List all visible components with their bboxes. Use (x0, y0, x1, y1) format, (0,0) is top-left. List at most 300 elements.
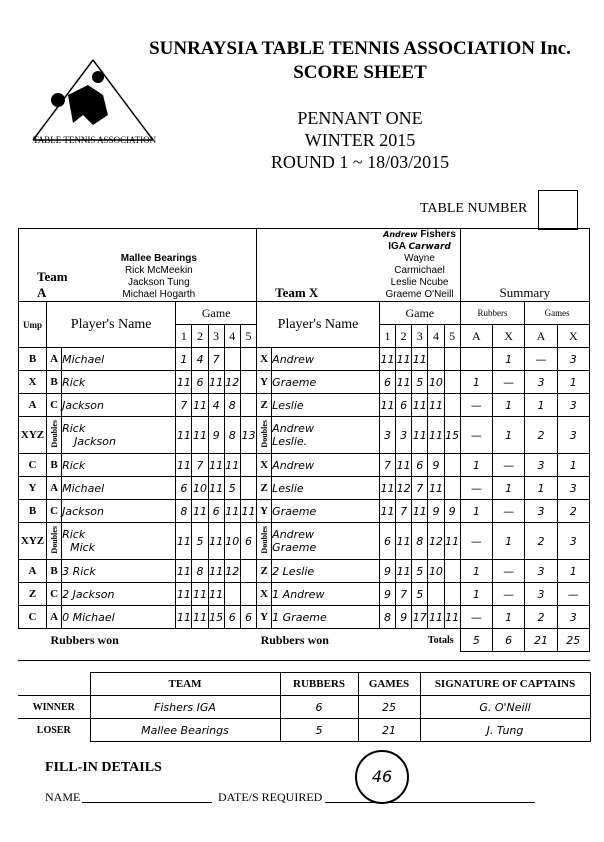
x-game-col-4: 4 (428, 325, 444, 348)
row-ump: X (19, 371, 47, 394)
x-game-3[interactable]: 11 (412, 348, 428, 371)
sum-rubbers-a[interactable]: 1 (460, 371, 492, 394)
a-game-3[interactable]: 11 (208, 454, 224, 477)
x-game-2[interactable]: 3 (396, 417, 412, 454)
a-game-1[interactable]: 1 (176, 348, 192, 371)
x-game-3[interactable]: 5 (412, 371, 428, 394)
a-game-1[interactable]: 11 (176, 417, 192, 454)
x-game-1[interactable]: 7 (379, 454, 395, 477)
x-game-5[interactable] (444, 477, 460, 500)
row-x-pair[interactable] (272, 417, 380, 454)
x-game-1[interactable]: 11 (379, 500, 395, 523)
row-x-player[interactable]: Leslie (272, 394, 380, 417)
x-game-1[interactable]: 9 (379, 583, 395, 606)
sum-games-a[interactable]: — (525, 348, 557, 371)
a-game-4[interactable] (224, 348, 240, 371)
sum-rubbers-x[interactable]: 1 (492, 606, 524, 629)
a-game-5[interactable] (240, 560, 256, 583)
a-game-col-3: 3 (208, 325, 224, 348)
row-a-letter: C (47, 394, 62, 417)
team-a-player-2: Jackson Tung (127, 277, 190, 288)
sum-rubbers-a[interactable]: — (460, 477, 492, 500)
row-a-player[interactable]: Rick (62, 454, 176, 477)
row-x-player-2[interactable]: Graeme (272, 541, 317, 554)
x-game-2[interactable]: 12 (396, 477, 412, 500)
a-game-4[interactable] (224, 583, 240, 606)
row-x-player[interactable]: Andrew (272, 422, 314, 435)
sum-games-a[interactable]: 2 (525, 417, 557, 454)
x-game-5[interactable]: 11 (444, 606, 460, 629)
team-a-player-3: Michael Hogarth (122, 289, 196, 300)
row-x-letter: X (257, 454, 272, 477)
team-x-player-1: Wayne Carmichael (394, 253, 445, 276)
competition: PENNANT ONE (297, 108, 423, 128)
sum-games-a[interactable]: 1 (525, 394, 557, 417)
row-x-player-name: Andrew (282, 587, 325, 601)
x-game-5[interactable] (444, 454, 460, 477)
doubles-label: Doubles (259, 419, 269, 448)
row-ump: B (19, 348, 47, 371)
a-game-5[interactable] (240, 394, 256, 417)
x-game-2[interactable]: 9 (396, 606, 412, 629)
total-rubbers-x[interactable]: 6 (492, 629, 524, 652)
a-game-1[interactable]: 11 (176, 371, 192, 394)
x-game-4[interactable]: 9 (428, 454, 444, 477)
x-game-4[interactable] (428, 348, 444, 371)
a-game-col-1: 1 (176, 325, 192, 348)
a-players-header: Player's Name (47, 302, 176, 348)
a-game-2[interactable]: 7 (192, 454, 208, 477)
sum-col-rubbers-x: X (492, 325, 524, 348)
a-game-3[interactable]: 9 (208, 417, 224, 454)
x-game-4[interactable]: 11 (428, 477, 444, 500)
x-game-2[interactable]: 7 (396, 500, 412, 523)
row-x-letter: Z (257, 477, 272, 500)
sum-games-a[interactable]: 2 (525, 523, 557, 560)
rubbers-won-a-label: Rubbers won (50, 632, 119, 647)
team-x-name: Fishers IGA (388, 229, 456, 252)
a-game-2[interactable]: 6 (192, 371, 208, 394)
row-x-player[interactable]: Andrew (272, 528, 314, 541)
summary-label: Summary (460, 229, 589, 302)
row-a-player-2[interactable]: Jackson (74, 435, 116, 448)
row-a-player[interactable]: Rick (62, 422, 86, 435)
team-x-note-2: Carward (408, 242, 451, 252)
x-game-3[interactable]: 5 (412, 583, 428, 606)
a-game-4[interactable]: 12 (224, 560, 240, 583)
a-game-3[interactable]: 11 (208, 523, 224, 560)
team-a-block (62, 229, 257, 302)
sum-games-x[interactable]: 3 (557, 348, 589, 371)
a-game-5[interactable] (240, 583, 256, 606)
x-game-3[interactable]: 17 (412, 606, 428, 629)
team-x-player-3: Graeme O'Neill (385, 289, 454, 300)
sum-rubbers-x[interactable]: 1 (492, 348, 524, 371)
table-number-label: TABLE NUMBER (420, 201, 528, 216)
row-ump: Y (19, 477, 47, 500)
x-game-col-2: 2 (396, 325, 412, 348)
x-game-1[interactable]: 11 (379, 394, 395, 417)
x-game-2[interactable]: 11 (396, 454, 412, 477)
row-a-player[interactable]: Rick (62, 528, 86, 541)
a-game-3[interactable]: 11 (208, 560, 224, 583)
x-game-5[interactable]: 9 (444, 500, 460, 523)
x-game-1[interactable]: 11 (379, 348, 395, 371)
row-ump: C (19, 606, 47, 629)
a-game-2[interactable]: 8 (192, 560, 208, 583)
row-a-letter: B (47, 560, 62, 583)
sum-rubbers-x[interactable]: — (492, 560, 524, 583)
x-game-4[interactable] (428, 583, 444, 606)
sum-rubbers-a[interactable]: 1 (460, 583, 492, 606)
page-stamp: 46 (355, 750, 409, 804)
x-game-col-5: 5 (444, 325, 460, 348)
x-game-5[interactable] (444, 394, 460, 417)
a-game-1[interactable]: 7 (176, 394, 192, 417)
winner-rubbers[interactable]: 6 (280, 696, 358, 719)
row-a-player[interactable]: Jackson (62, 500, 176, 523)
x-game-4[interactable]: 10 (428, 371, 444, 394)
fill-in-title: FILL-IN DETAILS (45, 760, 162, 775)
sum-rubbers-x[interactable]: — (492, 371, 524, 394)
a-game-2[interactable]: 4 (192, 348, 208, 371)
row-a-letter: C (47, 500, 62, 523)
loser-team[interactable]: Mallee Bearings (90, 719, 280, 742)
x-game-2[interactable]: 11 (396, 348, 412, 371)
x-game-2[interactable]: 7 (396, 583, 412, 606)
x-game-1[interactable]: 8 (379, 606, 395, 629)
a-game-1[interactable]: 11 (176, 523, 192, 560)
row-a-letter: A (47, 606, 62, 629)
name-label: NAME (45, 790, 81, 804)
a-game-4[interactable]: 8 (224, 417, 240, 454)
row-x-player[interactable] (272, 560, 380, 583)
sum-rubbers-x[interactable]: 1 (492, 417, 524, 454)
a-game-5[interactable] (240, 371, 256, 394)
sum-games-x[interactable]: 3 (557, 394, 589, 417)
row-a-letter: A (47, 348, 62, 371)
a-game-3[interactable]: 11 (208, 477, 224, 500)
a-game-3[interactable]: 15 (208, 606, 224, 629)
x-game-5[interactable]: 11 (444, 523, 460, 560)
row-a-player-name: Rick (72, 564, 96, 578)
x-game-4[interactable]: 11 (428, 394, 444, 417)
x-game-2[interactable]: 11 (396, 371, 412, 394)
row-a-player-name: Jackson (72, 587, 115, 601)
x-game-3[interactable]: 7 (412, 477, 428, 500)
a-game-3[interactable]: 11 (208, 583, 224, 606)
team-x-block (379, 229, 460, 302)
x-game-4[interactable]: 9 (428, 500, 444, 523)
row-a-letter: C (47, 583, 62, 606)
sum-games-x[interactable]: 3 (557, 417, 589, 454)
row-a-player[interactable]: Michael (62, 477, 176, 500)
sum-rubbers-a[interactable] (460, 348, 492, 371)
row-ump: XYZ (19, 523, 47, 560)
sum-games-x[interactable]: 3 (557, 477, 589, 500)
a-game-2[interactable]: 11 (192, 606, 208, 629)
row-x-player[interactable]: Leslie (272, 477, 380, 500)
a-game-5[interactable]: 6 (240, 523, 256, 560)
sum-rubbers-x[interactable]: — (492, 500, 524, 523)
a-game-2[interactable]: 11 (192, 500, 208, 523)
sum-games-x[interactable]: 1 (557, 371, 589, 394)
x-game-5[interactable] (444, 371, 460, 394)
row-a-player[interactable]: Rick (62, 371, 176, 394)
x-game-4[interactable]: 11 (428, 417, 444, 454)
team-a-label: Team A (19, 229, 62, 302)
row-x-letter: Y (257, 371, 272, 394)
row-a-player[interactable] (62, 583, 176, 606)
row-a-letter: A (47, 477, 62, 500)
sum-rubbers-a[interactable]: 1 (460, 500, 492, 523)
sum-games-a[interactable]: 3 (525, 583, 557, 606)
a-game-3[interactable]: 7 (208, 348, 224, 371)
row-x-player[interactable]: Graeme (272, 371, 380, 394)
row-x-letter: X (257, 348, 272, 371)
row-a-player-name: Michael (72, 610, 115, 624)
row-a-pair[interactable] (62, 523, 176, 560)
date-label: DATE/S REQUIRED (218, 790, 323, 804)
x-game-col-1: 1 (379, 325, 395, 348)
x-game-4[interactable]: 11 (428, 606, 444, 629)
a-game-col-4: 4 (224, 325, 240, 348)
a-game-4[interactable]: 11 (224, 454, 240, 477)
loser-label: LOSER (18, 719, 90, 742)
row-x-player-name: Graeme (282, 610, 327, 624)
rubbers-header: Rubbers (460, 302, 525, 325)
a-game-4[interactable]: 6 (224, 606, 240, 629)
sum-rubbers-x[interactable]: 1 (492, 394, 524, 417)
a-game-2[interactable]: 5 (192, 523, 208, 560)
a-game-4[interactable]: 8 (224, 394, 240, 417)
row-x-order: 1 (272, 587, 280, 601)
sum-games-x[interactable]: — (557, 583, 589, 606)
a-game-3[interactable]: 6 (208, 500, 224, 523)
sum-rubbers-a[interactable]: — (460, 523, 492, 560)
x-game-col-3: 3 (412, 325, 428, 348)
sum-games-x[interactable]: 2 (557, 500, 589, 523)
table-number-box[interactable] (538, 190, 578, 230)
a-game-5[interactable]: 11 (240, 500, 256, 523)
row-x-letter: X (257, 583, 272, 606)
x-game-5[interactable] (444, 348, 460, 371)
totals-label: Totals (427, 634, 454, 646)
winner-team[interactable]: Fishers IGA (90, 696, 280, 719)
row-x-player[interactable] (272, 583, 380, 606)
sum-col-games-x: X (557, 325, 589, 348)
team-a-name: Mallee Bearings (120, 253, 197, 264)
a-game-2[interactable]: 11 (192, 417, 208, 454)
winner-label: WINNER (18, 696, 90, 719)
sum-games-a[interactable]: 3 (525, 500, 557, 523)
x-game-1[interactable]: 11 (379, 477, 395, 500)
row-x-player-2[interactable]: Leslie. (272, 435, 308, 448)
a-game-2[interactable]: 11 (192, 394, 208, 417)
a-game-1[interactable]: 11 (176, 454, 192, 477)
row-x-player[interactable]: Andrew (272, 454, 380, 477)
a-game-1[interactable]: 6 (176, 477, 192, 500)
row-x-letter: Y (257, 500, 272, 523)
row-a-player[interactable] (62, 560, 176, 583)
a-game-2[interactable]: 10 (192, 477, 208, 500)
doubles-cell (47, 417, 62, 454)
row-x-order: 1 (272, 610, 280, 624)
row-a-order: 2 (62, 587, 70, 601)
row-ump: B (19, 500, 47, 523)
sum-col-games-a: A (525, 325, 557, 348)
sum-rubbers-a[interactable]: — (460, 417, 492, 454)
x-game-3[interactable]: 6 (412, 454, 428, 477)
row-x-player[interactable]: Andrew (272, 348, 380, 371)
x-game-3[interactable]: 8 (412, 523, 428, 560)
a-game-1[interactable]: 11 (176, 606, 192, 629)
sum-col-rubbers-a: A (460, 325, 492, 348)
sum-rubbers-x[interactable]: 1 (492, 477, 524, 500)
a-game-4[interactable]: 10 (224, 523, 240, 560)
row-x-order: 2 (272, 564, 280, 578)
x-players-header: Player's Name (257, 302, 380, 348)
sum-games-a[interactable]: 1 (525, 477, 557, 500)
doubles-cell (257, 523, 272, 560)
result-rubbers-header: RUBBERS (280, 673, 358, 696)
x-game-3[interactable]: 5 (412, 560, 428, 583)
a-game-5[interactable]: 6 (240, 606, 256, 629)
loser-signature[interactable]: J. Tung (420, 719, 590, 742)
a-game-1[interactable]: 11 (176, 560, 192, 583)
row-a-player[interactable] (62, 606, 176, 629)
sum-rubbers-x[interactable]: 1 (492, 523, 524, 560)
result-team-header: TEAM (90, 673, 280, 696)
row-ump: Z (19, 583, 47, 606)
row-ump: C (19, 454, 47, 477)
x-game-3[interactable]: 11 (412, 394, 428, 417)
sum-rubbers-x[interactable]: — (492, 583, 524, 606)
a-game-4[interactable]: 12 (224, 371, 240, 394)
date-field[interactable] (325, 802, 535, 803)
winner-games[interactable]: 25 (358, 696, 420, 719)
loser-games[interactable]: 21 (358, 719, 420, 742)
a-game-header: Game (176, 302, 257, 325)
season: WINTER 2015 (304, 130, 416, 150)
sum-games-a[interactable]: 3 (525, 560, 557, 583)
row-a-pair[interactable] (62, 417, 176, 454)
sum-games-x[interactable]: 3 (557, 523, 589, 560)
loser-rubbers[interactable]: 5 (280, 719, 358, 742)
row-x-letter: Z (257, 560, 272, 583)
a-game-5[interactable] (240, 454, 256, 477)
a-game-4[interactable]: 5 (224, 477, 240, 500)
team-x-note: Andrew (383, 230, 418, 239)
row-a-player[interactable]: Michael (62, 348, 176, 371)
x-game-2[interactable]: 11 (396, 523, 412, 560)
row-ump: A (19, 394, 47, 417)
doubles-cell (257, 417, 272, 454)
a-game-1[interactable]: 8 (176, 500, 192, 523)
team-x-player-2: Leslie Ncube (390, 277, 449, 288)
total-games-x[interactable]: 25 (557, 629, 589, 652)
a-game-5[interactable] (240, 477, 256, 500)
x-game-3[interactable]: 11 (412, 500, 428, 523)
x-game-1[interactable]: 6 (379, 371, 395, 394)
x-game-5[interactable]: 15 (444, 417, 460, 454)
row-ump: XYZ (19, 417, 47, 454)
row-x-letter: Z (257, 394, 272, 417)
sum-rubbers-a[interactable]: 1 (460, 454, 492, 477)
result-table (18, 672, 591, 742)
a-game-3[interactable]: 11 (208, 371, 224, 394)
sum-rubbers-a[interactable]: 1 (460, 560, 492, 583)
row-a-player[interactable]: Jackson (62, 394, 176, 417)
sheet-title: SCORE SHEET (293, 62, 427, 83)
row-a-player-2[interactable]: Mick (70, 541, 96, 554)
x-game-3[interactable]: 11 (412, 417, 428, 454)
logo-text: TABLE TENNIS ASSOCIATION (33, 135, 157, 145)
doubles-label: Doubles (259, 525, 269, 554)
team-x-label: Team X (257, 229, 380, 302)
team-a-player-1: Rick McMeekin (124, 265, 193, 276)
sum-games-a[interactable]: 3 (525, 371, 557, 394)
x-game-1[interactable]: 6 (379, 523, 395, 560)
x-game-4[interactable]: 10 (428, 560, 444, 583)
result-games-header: GAMES (358, 673, 420, 696)
sum-rubbers-a[interactable]: — (460, 394, 492, 417)
total-rubbers-a[interactable]: 5 (460, 629, 492, 652)
x-game-4[interactable]: 12 (428, 523, 444, 560)
x-game-5[interactable] (444, 583, 460, 606)
row-x-pair[interactable] (272, 523, 380, 560)
row-x-letter: Y (257, 606, 272, 629)
a-game-4[interactable]: 11 (224, 500, 240, 523)
sum-rubbers-a[interactable]: — (460, 606, 492, 629)
score-table (18, 228, 590, 652)
x-game-2[interactable]: 6 (396, 394, 412, 417)
result-signature-header: SIGNATURE OF CAPTAINS (420, 673, 590, 696)
a-game-col-5: 5 (240, 325, 256, 348)
association-title: SUNRAYSIA TABLE TENNIS ASSOCIATION Inc. (149, 38, 571, 59)
row-a-order: 0 (62, 610, 70, 624)
a-game-2[interactable]: 11 (192, 583, 208, 606)
a-game-5[interactable] (240, 348, 256, 371)
sum-rubbers-x[interactable]: — (492, 454, 524, 477)
row-a-letter: B (47, 371, 62, 394)
a-game-5[interactable]: 13 (240, 417, 256, 454)
total-games-a[interactable]: 21 (525, 629, 557, 652)
a-game-3[interactable]: 4 (208, 394, 224, 417)
sum-games-x[interactable]: 1 (557, 454, 589, 477)
row-x-player[interactable] (272, 606, 380, 629)
sum-games-x[interactable]: 1 (557, 560, 589, 583)
row-x-player[interactable]: Graeme (272, 500, 380, 523)
sum-games-x[interactable]: 3 (557, 606, 589, 629)
x-game-5[interactable] (444, 560, 460, 583)
rubbers-won-x-label: Rubbers won (260, 632, 329, 647)
name-field[interactable] (82, 802, 212, 803)
sum-games-a[interactable]: 2 (525, 606, 557, 629)
row-x-player-name: Leslie (282, 564, 315, 578)
x-game-1[interactable]: 3 (379, 417, 395, 454)
a-game-col-2: 2 (192, 325, 208, 348)
row-a-order: 3 (62, 564, 70, 578)
section-divider (18, 660, 590, 661)
a-game-1[interactable]: 11 (176, 583, 192, 606)
doubles-label: Doubles (49, 419, 59, 448)
winner-signature[interactable]: G. O'Neill (420, 696, 590, 719)
x-game-1[interactable]: 9 (379, 560, 395, 583)
sum-games-a[interactable]: 3 (525, 454, 557, 477)
x-game-2[interactable]: 11 (396, 560, 412, 583)
doubles-cell (47, 523, 62, 560)
